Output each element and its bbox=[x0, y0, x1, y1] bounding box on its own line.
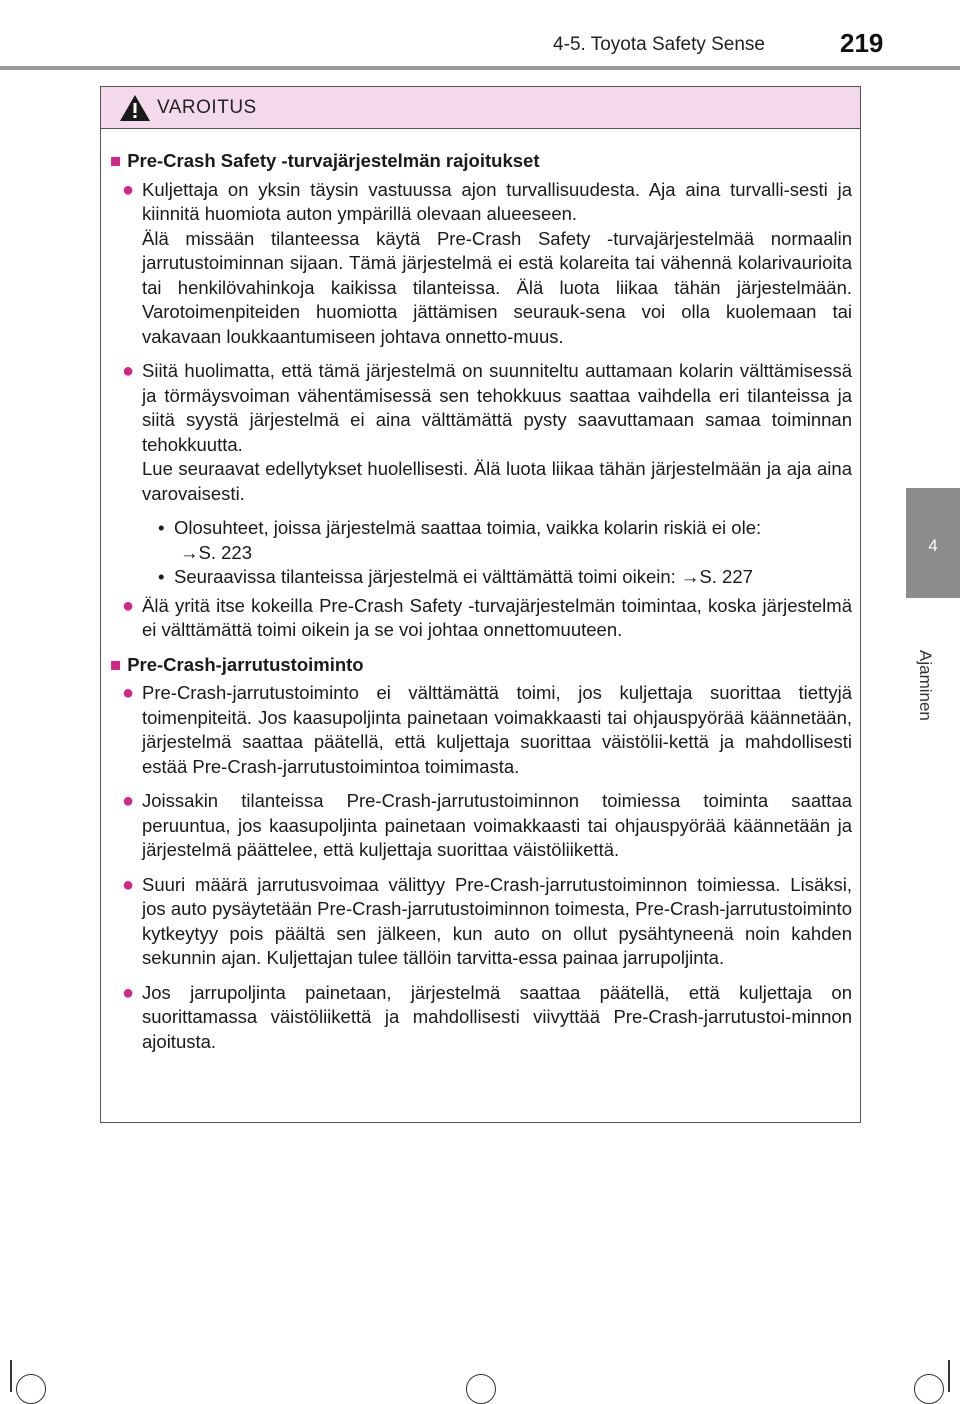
circle-bullet-icon: ● bbox=[122, 682, 135, 704]
section-title: Pre-Crash Safety -turvajärjestelmän rajoitukset bbox=[127, 150, 540, 171]
list-item bbox=[110, 359, 852, 506]
section-heading bbox=[110, 149, 852, 174]
registration-mark-icon bbox=[16, 1374, 46, 1404]
paragraph: Älä missään tilanteessa käytä Pre-Crash Safety -turvajärjestelmää normaalin jarrutustoiminnan sijaan. Tämä järjestelmä ei estä kolareita tai vähennä kolarivaurioita tai henkilövahinkoja kaikissa tilanteissa. Älä luota liikaa tähän järjestelmään. Varotoimenpiteiden huomiotta jättämisen seurauk-sena voi olla kuolemaan tai vakavaan loukkaantumiseen johtava onnetto-muus. bbox=[142, 227, 852, 347]
running-header: 4-5. Toyota Safety Sense bbox=[553, 34, 765, 55]
chapter-tab bbox=[906, 488, 960, 598]
circle-bullet-icon: ● bbox=[122, 594, 135, 617]
sub-item-text: Seuraavissa tilanteissa järjestelmä ei välttämättä toimi oikein: →S. 227 bbox=[174, 566, 753, 587]
paragraph: Joissakin tilanteissa Pre-Crash-jarrutustoiminnon toimiessa toiminta saattaa peruuntua, jos kaasupoljinta painetaan voimakkaasti tai ohjauspyörää käännetään ja järjestelmä päättelee, että kuljettaja suorittaa väistöliikettä. bbox=[142, 790, 852, 860]
list-item bbox=[110, 681, 852, 779]
registration-mark-icon bbox=[914, 1374, 944, 1404]
square-bullet-icon: ■ bbox=[110, 653, 122, 675]
list-item bbox=[110, 789, 852, 863]
paragraph: Pre-Crash-jarrutustoiminto ei välttämättä toimi, jos kuljettaja suorittaa tiettyjä toimenpiteitä. Jos kaasupoljinta painetaan voimakkaasti tai ohjauspyörää käännetään, järjestelmä saattaa päätellä, että kuljettaja suorittaa väistölii-kettä ja mahdollisesti estää Pre-Crash-jarrutustoimintoa toimimasta. bbox=[142, 682, 852, 777]
header-rule bbox=[0, 66, 960, 70]
list-item bbox=[110, 873, 852, 971]
sub-list-item bbox=[158, 565, 852, 590]
paragraph: Jos jarrupoljinta painetaan, järjestelmä saattaa päätellä, että kuljettaja on suorittamassa väistöliikettä ja mahdollisesti viivyttää Pre-Crash-jarrutustoi-minnon ajoitusta. bbox=[142, 981, 852, 1052]
list-item bbox=[110, 594, 852, 643]
sub-item-text: Olosuhteet, joissa järjestelmä saattaa toimia, vaikka kolarin riskiä ei ole: bbox=[174, 517, 762, 538]
crop-mark bbox=[948, 1360, 950, 1392]
section-title: Pre-Crash-jarrutustoiminto bbox=[127, 653, 364, 675]
warning-title: VAROITUS bbox=[157, 96, 257, 118]
warning-triangle-icon bbox=[119, 94, 151, 122]
circle-bullet-icon: ● bbox=[122, 981, 135, 1004]
warning-box bbox=[100, 86, 861, 1123]
paragraph: Lue seuraavat edellytykset huolellisesti. Älä luota liikaa tähän järjestelmään ja aja aina varovaisesti. bbox=[142, 458, 852, 504]
page-number: 219 bbox=[840, 28, 884, 58]
circle-bullet-icon: ● bbox=[122, 178, 135, 201]
section-heading bbox=[110, 653, 852, 678]
dot-bullet-icon: • bbox=[158, 566, 165, 587]
dot-bullet-icon: • bbox=[158, 517, 165, 538]
warning-content bbox=[101, 129, 860, 1054]
paragraph: Siitä huolimatta, että tämä järjestelmä on suunniteltu auttamaan kolarin välttämisessä ja törmäysvoiman vähentämisessä sen tehokkuus saattaa vaihdella eri tilanteissa ja siitä syystä järjestelmä ei aina välttämättä pysty saavuttamaan samaa toiminnan tehokkuutta. bbox=[142, 360, 852, 455]
page-reference[interactable]: →S. 223 bbox=[180, 541, 252, 563]
paragraph: Suuri määrä jarrutusvoimaa välittyy Pre-Crash-jarrutustoiminnon toimiessa. Lisäksi, jos auto pysäytetään Pre-Crash-jarrutustoiminnon toimesta, Pre-Crash-jarrutustoiminto kytkeytyy pois päältä sen jälkeen, kun auto on ollut pysähtyneenä noin kahden sekunnin ajan. Kuljettajan tulee tällöin tarvitta-essa painaa jarrupoljinta. bbox=[142, 873, 852, 968]
warning-header bbox=[101, 87, 860, 129]
crop-mark bbox=[10, 1360, 12, 1392]
list-item bbox=[110, 178, 852, 350]
square-bullet-icon: ■ bbox=[110, 150, 122, 171]
list-item bbox=[110, 981, 852, 1055]
circle-bullet-icon: ● bbox=[122, 790, 135, 812]
chapter-number: 4 bbox=[928, 536, 938, 555]
registration-mark-icon bbox=[466, 1374, 496, 1404]
paragraph: Älä yritä itse kokeilla Pre-Crash Safety -turvajärjestelmän toimintaa, koska järjestelmä ei välttämättä toimi oikein ja se voi johtaa onnettomuuteen. bbox=[142, 594, 852, 640]
circle-bullet-icon: ● bbox=[122, 873, 135, 896]
paragraph: Kuljettaja on yksin täysin vastuussa ajon turvallisuudesta. Aja aina turvalli-sesti ja kiinnitä huomiota auton ympärillä olevaan alueeseen. bbox=[142, 178, 852, 224]
sub-list-item bbox=[158, 516, 852, 541]
circle-bullet-icon: ● bbox=[122, 360, 135, 382]
chapter-label: Ajaminen bbox=[916, 650, 935, 721]
